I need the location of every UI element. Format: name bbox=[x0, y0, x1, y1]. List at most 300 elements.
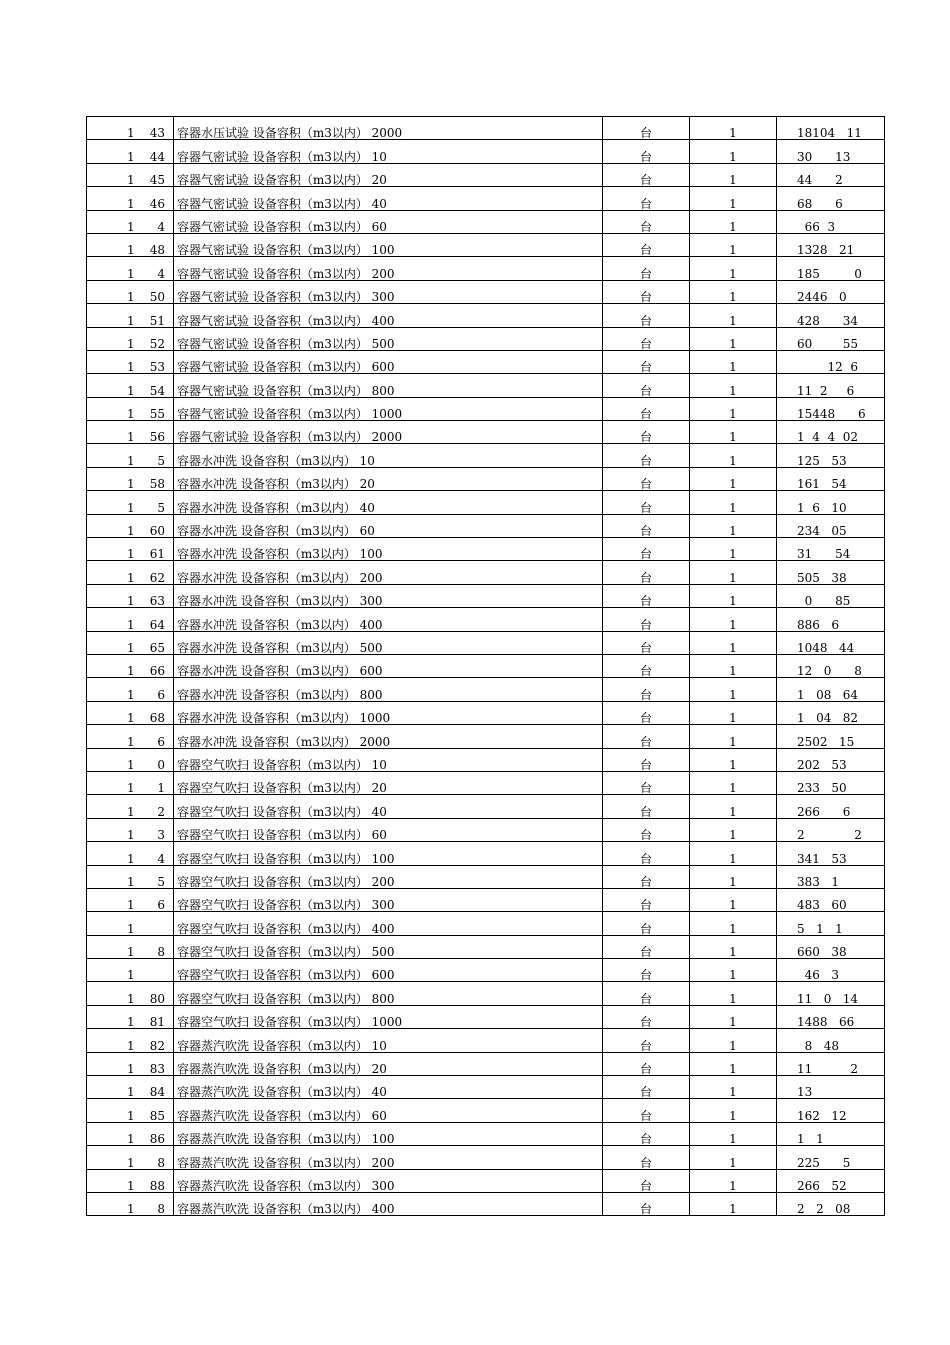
price-cell[interactable]: 1 4 4 02 bbox=[777, 421, 885, 444]
quantity-cell[interactable]: 1 bbox=[690, 982, 777, 1005]
unit-cell[interactable]: 台 bbox=[603, 1169, 690, 1192]
price-cell[interactable]: 185 0 bbox=[777, 257, 885, 280]
item-code-cell[interactable] bbox=[87, 280, 174, 303]
price-cell[interactable]: 13 bbox=[777, 1076, 885, 1099]
item-code-suffix: 82 bbox=[149, 1038, 165, 1053]
table-row bbox=[87, 701, 885, 724]
item-name-cell[interactable]: 容器水冲洗 设备容积（m3以内） 800 bbox=[174, 678, 603, 701]
quantity-cell[interactable]: 1 bbox=[690, 1052, 777, 1075]
unit-cell[interactable]: 台 bbox=[603, 210, 690, 233]
item-name-cell[interactable]: 容器空气吹扫 设备容积（m3以内） 20 bbox=[174, 771, 603, 794]
item-code-cell[interactable] bbox=[87, 795, 174, 818]
price-cell[interactable]: 234 05 bbox=[777, 514, 885, 537]
item-code-cell[interactable] bbox=[87, 187, 174, 210]
item-code-cell[interactable] bbox=[87, 771, 174, 794]
table-row bbox=[87, 1146, 885, 1169]
item-name-cell[interactable]: 容器气密试验 设备容积（m3以内） 600 bbox=[174, 350, 603, 373]
item-code-cell[interactable] bbox=[87, 1076, 174, 1099]
item-code-suffix: 83 bbox=[149, 1062, 165, 1077]
item-name-cell[interactable]: 容器水冲洗 设备容积（m3以内） 300 bbox=[174, 584, 603, 607]
item-code-cell[interactable] bbox=[87, 117, 174, 140]
item-name-cell[interactable]: 容器蒸汽吹洗 设备容积（m3以内） 20 bbox=[174, 1052, 603, 1075]
table-row bbox=[87, 1076, 885, 1099]
table-row bbox=[87, 514, 885, 537]
item-name-cell[interactable]: 容器水压试验 设备容积（m3以内） 2000 bbox=[174, 117, 603, 140]
unit-cell[interactable]: 台 bbox=[603, 1005, 690, 1028]
item-code-cell[interactable] bbox=[87, 140, 174, 163]
quantity-cell[interactable]: 1 bbox=[690, 912, 777, 935]
item-code-suffix: 4 bbox=[157, 219, 165, 234]
item-name-cell[interactable]: 容器水冲洗 设备容积（m3以内） 10 bbox=[174, 444, 603, 467]
price-cell[interactable]: 1328 21 bbox=[777, 233, 885, 256]
item-code-prefix: 1 bbox=[127, 734, 135, 749]
item-code-cell[interactable] bbox=[87, 350, 174, 373]
price-cell[interactable]: 1 6 10 bbox=[777, 491, 885, 514]
item-code-cell[interactable] bbox=[87, 514, 174, 537]
quantity-cell[interactable]: 1 bbox=[690, 163, 777, 186]
item-code-suffix: 46 bbox=[149, 196, 165, 211]
item-code-prefix: 1 bbox=[127, 360, 135, 375]
item-code-cell[interactable] bbox=[87, 935, 174, 958]
item-name-cell[interactable]: 容器空气吹扫 设备容积（m3以内） 200 bbox=[174, 865, 603, 888]
item-code-cell[interactable] bbox=[87, 701, 174, 724]
quantity-cell[interactable]: 1 bbox=[690, 959, 777, 982]
unit-cell[interactable]: 台 bbox=[603, 748, 690, 771]
item-code-cell[interactable] bbox=[87, 654, 174, 677]
unit-cell[interactable]: 台 bbox=[603, 421, 690, 444]
item-name-cell[interactable]: 容器蒸汽吹洗 设备容积（m3以内） 60 bbox=[174, 1099, 603, 1122]
price-cell[interactable]: 202 53 bbox=[777, 748, 885, 771]
price-cell[interactable]: 5 1 1 bbox=[777, 912, 885, 935]
item-code-cell[interactable] bbox=[87, 1192, 174, 1215]
price-cell[interactable]: 2446 0 bbox=[777, 280, 885, 303]
item-name-cell[interactable]: 容器空气吹扫 设备容积（m3以内） 400 bbox=[174, 912, 603, 935]
table-row bbox=[87, 421, 885, 444]
unit-cell[interactable]: 台 bbox=[603, 608, 690, 631]
item-code-prefix: 1 bbox=[127, 617, 135, 632]
price-cell[interactable]: 1048 44 bbox=[777, 631, 885, 654]
unit-cell[interactable]: 台 bbox=[603, 257, 690, 280]
item-name-cell[interactable]: 容器水冲洗 设备容积（m3以内） 200 bbox=[174, 561, 603, 584]
quantity-cell[interactable]: 1 bbox=[690, 1192, 777, 1215]
quantity-cell[interactable]: 1 bbox=[690, 842, 777, 865]
item-code-prefix: 1 bbox=[127, 430, 135, 445]
price-cell[interactable]: 341 53 bbox=[777, 842, 885, 865]
unit-cell[interactable]: 台 bbox=[603, 444, 690, 467]
item-name-cell[interactable]: 容器空气吹扫 设备容积（m3以内） 1000 bbox=[174, 1005, 603, 1028]
quantity-cell[interactable]: 1 bbox=[690, 654, 777, 677]
item-code-prefix: 1 bbox=[127, 570, 135, 585]
quantity-cell[interactable]: 1 bbox=[690, 491, 777, 514]
item-code-cell[interactable] bbox=[87, 1052, 174, 1075]
item-code-cell[interactable] bbox=[87, 467, 174, 490]
item-name-cell[interactable]: 容器空气吹扫 设备容积（m3以内） 600 bbox=[174, 959, 603, 982]
item-code-prefix: 1 bbox=[127, 640, 135, 655]
item-code-cell[interactable] bbox=[87, 959, 174, 982]
item-name-cell[interactable]: 容器蒸汽吹洗 设备容积（m3以内） 200 bbox=[174, 1146, 603, 1169]
item-name-cell[interactable]: 容器空气吹扫 设备容积（m3以内） 40 bbox=[174, 795, 603, 818]
item-name-cell[interactable]: 容器水冲洗 设备容积（m3以内） 400 bbox=[174, 608, 603, 631]
price-cell[interactable]: 660 38 bbox=[777, 935, 885, 958]
unit-cell[interactable]: 台 bbox=[603, 304, 690, 327]
price-cell[interactable]: 233 50 bbox=[777, 771, 885, 794]
item-name-cell[interactable]: 容器空气吹扫 设备容积（m3以内） 500 bbox=[174, 935, 603, 958]
item-name-cell[interactable]: 容器水冲洗 设备容积（m3以内） 2000 bbox=[174, 725, 603, 748]
quantity-cell[interactable]: 1 bbox=[690, 1169, 777, 1192]
unit-cell[interactable]: 台 bbox=[603, 561, 690, 584]
quantity-cell[interactable]: 1 bbox=[690, 421, 777, 444]
quantity-cell[interactable]: 1 bbox=[690, 397, 777, 420]
quantity-cell[interactable]: 1 bbox=[690, 374, 777, 397]
unit-cell[interactable]: 台 bbox=[603, 865, 690, 888]
quantity-cell[interactable]: 1 bbox=[690, 210, 777, 233]
unit-cell[interactable]: 台 bbox=[603, 1192, 690, 1215]
item-code-prefix: 1 bbox=[127, 1015, 135, 1030]
item-name-cell[interactable]: 容器蒸汽吹洗 设备容积（m3以内） 400 bbox=[174, 1192, 603, 1215]
price-cell[interactable]: 15448 6 bbox=[777, 397, 885, 420]
item-code-cell[interactable] bbox=[87, 584, 174, 607]
item-code-suffix: 66 bbox=[149, 664, 165, 679]
quantity-cell[interactable]: 1 bbox=[690, 1122, 777, 1145]
unit-cell[interactable]: 台 bbox=[603, 374, 690, 397]
price-cell[interactable]: 30 13 bbox=[777, 140, 885, 163]
quantity-cell[interactable]: 1 bbox=[690, 818, 777, 841]
table-row bbox=[87, 959, 885, 982]
item-code-cell[interactable] bbox=[87, 678, 174, 701]
unit-cell[interactable]: 台 bbox=[603, 818, 690, 841]
item-code-cell[interactable] bbox=[87, 842, 174, 865]
item-code-suffix: 0 bbox=[157, 757, 165, 772]
table-row bbox=[87, 350, 885, 373]
unit-cell[interactable]: 台 bbox=[603, 514, 690, 537]
price-cell[interactable]: 31 54 bbox=[777, 538, 885, 561]
item-name-cell[interactable]: 容器气密试验 设备容积（m3以内） 1000 bbox=[174, 397, 603, 420]
item-code-cell[interactable] bbox=[87, 210, 174, 233]
price-cell[interactable]: 0 85 bbox=[777, 584, 885, 607]
unit-cell[interactable]: 台 bbox=[603, 584, 690, 607]
quantity-cell[interactable]: 1 bbox=[690, 725, 777, 748]
table-body bbox=[87, 117, 885, 1216]
item-name-cell[interactable]: 容器气密试验 设备容积（m3以内） 500 bbox=[174, 327, 603, 350]
item-code-suffix: 3 bbox=[157, 828, 165, 843]
item-code-cell[interactable] bbox=[87, 912, 174, 935]
item-code-cell[interactable] bbox=[87, 491, 174, 514]
table-row bbox=[87, 491, 885, 514]
price-cell[interactable]: 2502 15 bbox=[777, 725, 885, 748]
price-cell[interactable]: 266 6 bbox=[777, 795, 885, 818]
quantity-cell[interactable]: 1 bbox=[690, 140, 777, 163]
item-code-prefix: 1 bbox=[127, 1202, 135, 1217]
item-name-cell[interactable]: 容器气密试验 设备容积（m3以内） 200 bbox=[174, 257, 603, 280]
unit-cell[interactable]: 台 bbox=[603, 140, 690, 163]
item-code-prefix: 1 bbox=[127, 898, 135, 913]
quantity-cell[interactable]: 1 bbox=[690, 935, 777, 958]
unit-cell[interactable]: 台 bbox=[603, 1146, 690, 1169]
unit-cell[interactable]: 台 bbox=[603, 538, 690, 561]
quantity-cell[interactable]: 1 bbox=[690, 631, 777, 654]
item-code-prefix: 1 bbox=[127, 336, 135, 351]
quantity-cell[interactable]: 1 bbox=[690, 771, 777, 794]
item-name-cell[interactable]: 容器蒸汽吹洗 设备容积（m3以内） 100 bbox=[174, 1122, 603, 1145]
item-code-cell[interactable] bbox=[87, 888, 174, 911]
unit-cell[interactable]: 台 bbox=[603, 327, 690, 350]
table-row bbox=[87, 233, 885, 256]
item-code-cell[interactable] bbox=[87, 163, 174, 186]
quantity-cell[interactable]: 1 bbox=[690, 280, 777, 303]
price-cell[interactable]: 505 38 bbox=[777, 561, 885, 584]
item-name-cell[interactable]: 容器空气吹扫 设备容积（m3以内） 60 bbox=[174, 818, 603, 841]
item-name-cell[interactable]: 容器气密试验 设备容积（m3以内） 60 bbox=[174, 210, 603, 233]
item-name-cell[interactable]: 容器水冲洗 设备容积（m3以内） 1000 bbox=[174, 701, 603, 724]
item-code-prefix: 1 bbox=[127, 219, 135, 234]
table-row bbox=[87, 467, 885, 490]
unit-cell[interactable]: 台 bbox=[603, 982, 690, 1005]
quantity-cell[interactable]: 1 bbox=[690, 1076, 777, 1099]
unit-cell[interactable]: 台 bbox=[603, 187, 690, 210]
price-cell[interactable]: 886 6 bbox=[777, 608, 885, 631]
unit-cell[interactable]: 台 bbox=[603, 912, 690, 935]
item-code-prefix: 1 bbox=[127, 1038, 135, 1053]
price-cell[interactable]: 2 2 08 bbox=[777, 1192, 885, 1215]
item-code-suffix: 62 bbox=[149, 570, 165, 585]
item-code-cell[interactable] bbox=[87, 1122, 174, 1145]
unit-cell[interactable]: 台 bbox=[603, 280, 690, 303]
item-code-cell[interactable] bbox=[87, 304, 174, 327]
item-code-suffix: 8 bbox=[157, 1202, 165, 1217]
price-cell[interactable]: 11 2 bbox=[777, 1052, 885, 1075]
unit-cell[interactable]: 台 bbox=[603, 771, 690, 794]
unit-cell[interactable]: 台 bbox=[603, 959, 690, 982]
price-cell[interactable]: 66 3 bbox=[777, 210, 885, 233]
unit-cell[interactable]: 台 bbox=[603, 491, 690, 514]
price-cell[interactable]: 2 2 bbox=[777, 818, 885, 841]
unit-cell[interactable]: 台 bbox=[603, 1099, 690, 1122]
price-cell[interactable]: 8 48 bbox=[777, 1029, 885, 1052]
unit-cell[interactable]: 台 bbox=[603, 654, 690, 677]
unit-cell[interactable]: 台 bbox=[603, 888, 690, 911]
unit-cell[interactable]: 台 bbox=[603, 397, 690, 420]
price-cell[interactable]: 1488 66 bbox=[777, 1005, 885, 1028]
price-cell[interactable]: 60 55 bbox=[777, 327, 885, 350]
item-code-cell[interactable] bbox=[87, 748, 174, 771]
unit-cell[interactable]: 台 bbox=[603, 467, 690, 490]
quantity-cell[interactable]: 1 bbox=[690, 444, 777, 467]
price-cell[interactable]: 12 6 bbox=[777, 350, 885, 373]
item-code-cell[interactable] bbox=[87, 608, 174, 631]
item-code-prefix: 1 bbox=[127, 687, 135, 702]
price-cell[interactable]: 162 12 bbox=[777, 1099, 885, 1122]
price-cell[interactable]: 1 04 82 bbox=[777, 701, 885, 724]
table-row bbox=[87, 280, 885, 303]
price-cell[interactable]: 161 54 bbox=[777, 467, 885, 490]
price-cell[interactable]: 1 08 64 bbox=[777, 678, 885, 701]
item-code-cell[interactable] bbox=[87, 818, 174, 841]
unit-cell[interactable]: 台 bbox=[603, 631, 690, 654]
price-cell[interactable]: 266 52 bbox=[777, 1169, 885, 1192]
item-code-cell[interactable] bbox=[87, 631, 174, 654]
item-code-prefix: 1 bbox=[127, 547, 135, 562]
price-cell[interactable]: 12 0 8 bbox=[777, 654, 885, 677]
item-code-cell[interactable] bbox=[87, 1029, 174, 1052]
table-row bbox=[87, 865, 885, 888]
unit-cell[interactable]: 台 bbox=[603, 163, 690, 186]
quantity-cell[interactable]: 1 bbox=[690, 304, 777, 327]
quantity-cell[interactable]: 1 bbox=[690, 678, 777, 701]
item-code-prefix: 1 bbox=[127, 1155, 135, 1170]
item-code-prefix: 1 bbox=[127, 313, 135, 328]
table-row bbox=[87, 187, 885, 210]
item-code-prefix: 1 bbox=[127, 1132, 135, 1147]
item-code-cell[interactable] bbox=[87, 1146, 174, 1169]
item-code-suffix: 6 bbox=[157, 734, 165, 749]
item-code-suffix: 61 bbox=[149, 547, 165, 562]
unit-cell[interactable]: 台 bbox=[603, 233, 690, 256]
item-code-prefix: 1 bbox=[127, 453, 135, 468]
quantity-cell[interactable]: 1 bbox=[690, 1029, 777, 1052]
unit-cell[interactable]: 台 bbox=[603, 678, 690, 701]
item-name-cell[interactable]: 容器空气吹扫 设备容积（m3以内） 10 bbox=[174, 748, 603, 771]
item-code-cell[interactable] bbox=[87, 538, 174, 561]
item-code-cell[interactable] bbox=[87, 444, 174, 467]
quantity-cell[interactable]: 1 bbox=[690, 865, 777, 888]
quantity-cell[interactable]: 1 bbox=[690, 327, 777, 350]
quantity-cell[interactable]: 1 bbox=[690, 584, 777, 607]
item-code-prefix: 1 bbox=[127, 804, 135, 819]
item-name-cell[interactable]: 容器蒸汽吹洗 设备容积（m3以内） 10 bbox=[174, 1029, 603, 1052]
unit-cell[interactable]: 台 bbox=[603, 350, 690, 373]
item-name-cell[interactable]: 容器蒸汽吹洗 设备容积（m3以内） 300 bbox=[174, 1169, 603, 1192]
item-code-suffix: 8 bbox=[157, 1155, 165, 1170]
item-name-cell[interactable]: 容器空气吹扫 设备容积（m3以内） 800 bbox=[174, 982, 603, 1005]
quantity-cell[interactable]: 1 bbox=[690, 888, 777, 911]
price-cell[interactable]: 1 1 bbox=[777, 1122, 885, 1145]
item-name-cell[interactable]: 容器水冲洗 设备容积（m3以内） 60 bbox=[174, 514, 603, 537]
item-code-prefix: 1 bbox=[127, 594, 135, 609]
price-cell[interactable]: 68 6 bbox=[777, 187, 885, 210]
table-row bbox=[87, 1029, 885, 1052]
price-cell[interactable]: 428 34 bbox=[777, 304, 885, 327]
item-name-cell[interactable]: 容器气密试验 设备容积（m3以内） 300 bbox=[174, 280, 603, 303]
price-cell[interactable]: 125 53 bbox=[777, 444, 885, 467]
item-name-cell[interactable]: 容器水冲洗 设备容积（m3以内） 500 bbox=[174, 631, 603, 654]
item-code-prefix: 1 bbox=[127, 196, 135, 211]
unit-cell[interactable]: 台 bbox=[603, 1076, 690, 1099]
item-code-cell[interactable] bbox=[87, 982, 174, 1005]
item-name-cell[interactable]: 容器空气吹扫 设备容积（m3以内） 300 bbox=[174, 888, 603, 911]
item-name-cell[interactable]: 容器水冲洗 设备容积（m3以内） 40 bbox=[174, 491, 603, 514]
quantity-cell[interactable]: 1 bbox=[690, 608, 777, 631]
item-code-cell[interactable] bbox=[87, 257, 174, 280]
quantity-cell[interactable]: 1 bbox=[690, 1146, 777, 1169]
quantity-cell[interactable]: 1 bbox=[690, 1005, 777, 1028]
table-row bbox=[87, 561, 885, 584]
item-name-cell[interactable]: 容器水冲洗 设备容积（m3以内） 600 bbox=[174, 654, 603, 677]
quantity-cell[interactable]: 1 bbox=[690, 748, 777, 771]
item-code-suffix: 68 bbox=[149, 711, 165, 726]
item-code-cell[interactable] bbox=[87, 1005, 174, 1028]
item-code-cell[interactable] bbox=[87, 725, 174, 748]
item-name-cell[interactable]: 容器气密试验 设备容积（m3以内） 100 bbox=[174, 233, 603, 256]
table-row bbox=[87, 257, 885, 280]
unit-cell[interactable]: 台 bbox=[603, 1029, 690, 1052]
price-cell[interactable]: 44 2 bbox=[777, 163, 885, 186]
item-name-cell[interactable]: 容器气密试验 设备容积（m3以内） 20 bbox=[174, 163, 603, 186]
table-row bbox=[87, 1005, 885, 1028]
item-code-cell[interactable] bbox=[87, 397, 174, 420]
quantity-cell[interactable]: 1 bbox=[690, 795, 777, 818]
price-cell[interactable]: 11 0 14 bbox=[777, 982, 885, 1005]
unit-cell[interactable]: 台 bbox=[603, 935, 690, 958]
quantity-cell[interactable]: 1 bbox=[690, 350, 777, 373]
unit-cell[interactable]: 台 bbox=[603, 701, 690, 724]
item-code-cell[interactable] bbox=[87, 1099, 174, 1122]
item-code-cell[interactable] bbox=[87, 1169, 174, 1192]
item-code-suffix: 81 bbox=[149, 1015, 165, 1030]
table-row bbox=[87, 912, 885, 935]
price-cell[interactable]: 46 3 bbox=[777, 959, 885, 982]
unit-cell[interactable]: 台 bbox=[603, 795, 690, 818]
item-name-cell[interactable]: 容器气密试验 设备容积（m3以内） 2000 bbox=[174, 421, 603, 444]
unit-cell[interactable]: 台 bbox=[603, 842, 690, 865]
quantity-cell[interactable]: 1 bbox=[690, 233, 777, 256]
item-code-suffix: 4 bbox=[157, 851, 165, 866]
item-name-cell[interactable]: 容器蒸汽吹洗 设备容积（m3以内） 40 bbox=[174, 1076, 603, 1099]
quantity-cell[interactable]: 1 bbox=[690, 467, 777, 490]
item-code-suffix: 52 bbox=[149, 336, 165, 351]
item-code-cell[interactable] bbox=[87, 421, 174, 444]
quantity-cell[interactable]: 1 bbox=[690, 257, 777, 280]
item-code-suffix: 54 bbox=[149, 383, 165, 398]
item-code-prefix: 1 bbox=[127, 1178, 135, 1193]
item-code-cell[interactable] bbox=[87, 374, 174, 397]
quantity-cell[interactable]: 1 bbox=[690, 117, 777, 140]
quantity-cell[interactable]: 1 bbox=[690, 561, 777, 584]
item-name-cell[interactable]: 容器水冲洗 设备容积（m3以内） 100 bbox=[174, 538, 603, 561]
item-name-cell[interactable]: 容器空气吹扫 设备容积（m3以内） 100 bbox=[174, 842, 603, 865]
unit-cell[interactable]: 台 bbox=[603, 1052, 690, 1075]
item-code-suffix: 5 bbox=[157, 453, 165, 468]
quantity-cell[interactable]: 1 bbox=[690, 538, 777, 561]
item-name-cell[interactable]: 容器气密试验 设备容积（m3以内） 40 bbox=[174, 187, 603, 210]
price-cell[interactable]: 18104 11 bbox=[777, 117, 885, 140]
quantity-cell[interactable]: 1 bbox=[690, 1099, 777, 1122]
quantity-cell[interactable]: 1 bbox=[690, 514, 777, 537]
price-cell[interactable]: 225 5 bbox=[777, 1146, 885, 1169]
unit-cell[interactable]: 台 bbox=[603, 725, 690, 748]
item-name-cell[interactable]: 容器气密试验 设备容积（m3以内） 400 bbox=[174, 304, 603, 327]
item-code-cell[interactable] bbox=[87, 865, 174, 888]
item-code-suffix: 8 bbox=[157, 945, 165, 960]
quantity-cell[interactable]: 1 bbox=[690, 187, 777, 210]
unit-cell[interactable]: 台 bbox=[603, 117, 690, 140]
item-code-prefix: 1 bbox=[127, 781, 135, 796]
quantity-cell[interactable]: 1 bbox=[690, 701, 777, 724]
item-code-cell[interactable] bbox=[87, 561, 174, 584]
table-row bbox=[87, 397, 885, 420]
table-row bbox=[87, 584, 885, 607]
unit-cell[interactable]: 台 bbox=[603, 1122, 690, 1145]
item-code-suffix: 4 bbox=[157, 266, 165, 281]
item-code-cell[interactable] bbox=[87, 327, 174, 350]
item-code-suffix: 50 bbox=[149, 290, 165, 305]
item-code-cell[interactable] bbox=[87, 233, 174, 256]
item-name-cell[interactable]: 容器气密试验 设备容积（m3以内） 800 bbox=[174, 374, 603, 397]
price-cell[interactable]: 383 1 bbox=[777, 865, 885, 888]
price-cell[interactable]: 483 60 bbox=[777, 888, 885, 911]
item-name-cell[interactable]: 容器气密试验 设备容积（m3以内） 10 bbox=[174, 140, 603, 163]
price-cell[interactable]: 11 2 6 bbox=[777, 374, 885, 397]
item-name-cell[interactable]: 容器水冲洗 设备容积（m3以内） 20 bbox=[174, 467, 603, 490]
